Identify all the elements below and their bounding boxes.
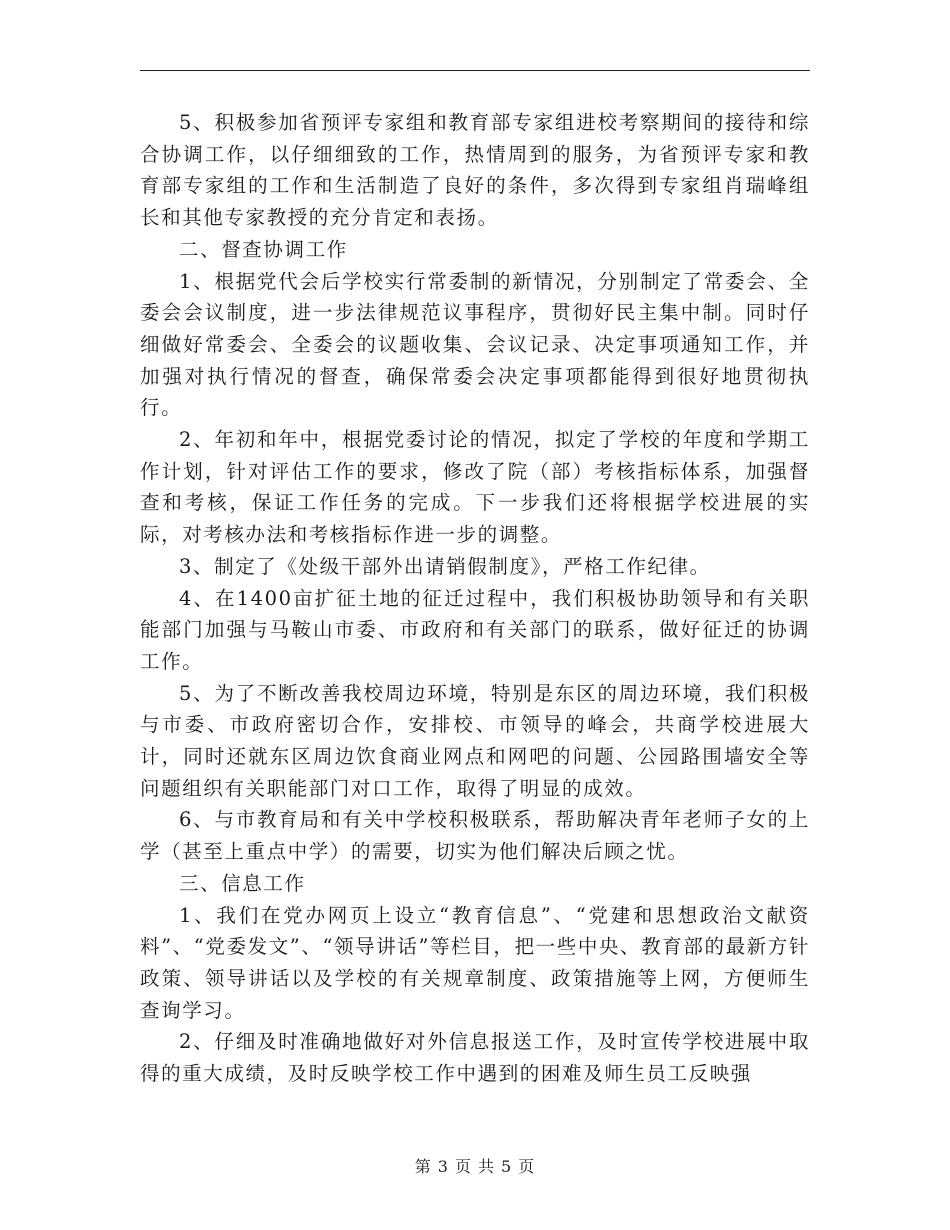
paragraph: 3、制定了《处级干部外出请销假制度》，严格工作纪律。 (179, 554, 711, 578)
section-heading: 三、信息工作 (179, 871, 306, 895)
footer-prefix: 第 (414, 1157, 432, 1176)
paragraph: 5、积极参加省预评专家组和教育部专家组进校考察期间的接待和综合协调工作，以仔细细致的工作，热情周到的服务，为省预评专家和教育部专家组的工作和生活制造了良好的条件，多次得到专家组肖瑞峰组长和其他专家教授的充分肯定和表扬。 (140, 111, 810, 230)
paragraph: 5、为了不断改善我校周边环境，特别是东区的周边环境，我们积极与市委、市政府密切合作，安排校、市领导的峰会，共商学校进展大计，同时还就东区周边饮食商业网点和网吧的问题、公园路围墙安全等问题组织有关职能部门对口工作，取得了明显的成效。 (140, 681, 810, 800)
paragraph: 1、根据党代会后学校实行常委制的新情况，分别制定了常委会、全委会会议制度，进一步法律规范议事程序，贯彻好民主集中制。同时仔细做好常委会、全委会的议题收集、会议记录、决定事项通知工作，并加强对执行情况的督查，确保常委会决定事项都能得到很好地贯彻执行。 (140, 269, 810, 420)
document-body (140, 107, 810, 1090)
paragraph: 6、与市教育局和有关中学校积极联系，帮助解决青年老师子女的上学（甚至上重点中学）的需要，切实为他们解决后顾之忧。 (140, 808, 810, 864)
paragraph: 2、仔细及时准确地做好对外信息报送工作，及时宣传学校进展中取得的重大成绩，及时反映学校工作中遇到的困难及师生员工反映强 (140, 1030, 810, 1086)
header-rule (140, 70, 810, 71)
footer-middle: 页 共 (454, 1157, 496, 1176)
paragraph: 1、我们在党办网页上设立“教育信息”、“党建和思想政治文献资料”、“党委发文”、“领导讲话”等栏目，把一些中央、教育部的最新方针政策、领导讲话以及学校的有关规章制度、政策措施等上网，方便师生查询学习。 (140, 903, 810, 1022)
paragraph: 2、年初和年中，根据党委讨论的情况，拟定了学校的年度和学期工作计划，针对评估工作的要求，修改了院（部）考核指标体系，加强督查和考核，保证工作任务的完成。下一步我们还将根据学校进展的实际，对考核办法和考核指标作进一步的调整。 (140, 428, 810, 547)
footer-suffix: 页 (518, 1157, 536, 1176)
total-pages: 5 (501, 1157, 513, 1176)
page-footer (0, 1154, 950, 1177)
section-heading: 二、督查协调工作 (179, 237, 348, 261)
paragraph: 4、在1400亩扩征土地的征迁过程中，我们积极协助领导和有关职能部门加强与马鞍山市委、市政府和有关部门的联系，做好征迁的协调工作。 (140, 586, 810, 673)
page-number: 3 (437, 1157, 449, 1176)
